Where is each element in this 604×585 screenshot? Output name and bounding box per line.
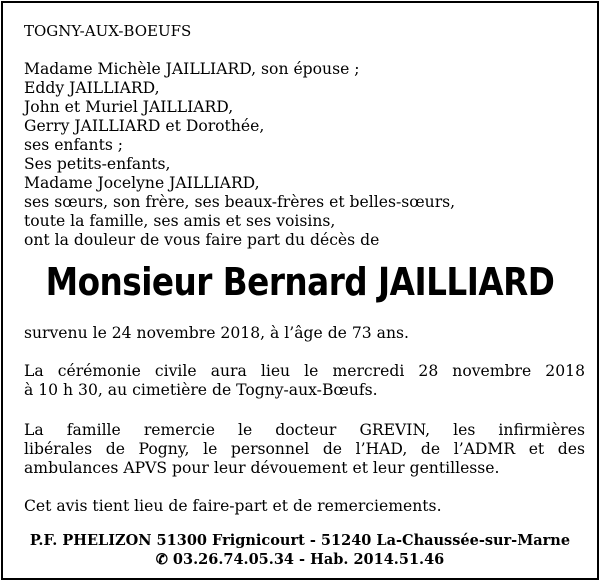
thanks-paragraph [24, 421, 585, 478]
ceremony-paragraph [24, 362, 585, 400]
family-line: ses sœurs, son frère, ses beaux-frères et belles-sœurs, [24, 193, 456, 211]
family-line: ont la douleur de vous faire part du décès de [24, 231, 380, 249]
family-line: Eddy JAILLIARD, [24, 79, 160, 97]
death-date-line: survenu le 24 novembre 2018, à l’âge de 73 ans. [24, 324, 409, 342]
thanks-line: La famille remercie le docteur GREVIN, les infirmières [24, 421, 585, 439]
deceased-name: Monsieur Bernard JAILLIARD [45, 260, 555, 304]
thanks-line: ambulances APVS pour leur dévouement et leur gentillesse. [24, 459, 500, 477]
thanks-line: libérales de Pogny, le personnel de l’HAD, de l’ADMR et des [24, 440, 585, 458]
family-line: toute la famille, ses amis et ses voisins, [24, 212, 336, 230]
obituary-notice [1, 1, 599, 580]
ceremony-line: à 10 h 30, au cimetière de Togny-aux-Bœufs. [24, 381, 378, 399]
family-list [24, 60, 455, 250]
village-name: TOGNY-AUX-BOEUFS [24, 22, 192, 40]
closing-line: Cet avis tient lieu de faire-part et de remerciements. [24, 497, 442, 515]
family-line: Ses petits-enfants, [24, 155, 171, 173]
family-line: John et Muriel JAILLIARD, [24, 98, 234, 116]
ceremony-line: La cérémonie civile aura lieu le mercredi 28 novembre 2018 [24, 362, 585, 380]
family-line: ses enfants ; [24, 136, 124, 154]
funeral-home-footer [3, 531, 597, 569]
family-line: Gerry JAILLIARD et Dorothée, [24, 117, 265, 135]
funeral-home-address: P.F. PHELIZON 51300 Frignicourt - 51240 La-Chaussée-sur-Marne [29, 532, 571, 549]
funeral-home-phone: ✆ 03.26.74.05.34 - Hab. 2014.51.46 [155, 551, 445, 568]
family-line: Madame Jocelyne JAILLIARD, [24, 174, 260, 192]
family-line: Madame Michèle JAILLIARD, son épouse ; [24, 60, 360, 78]
